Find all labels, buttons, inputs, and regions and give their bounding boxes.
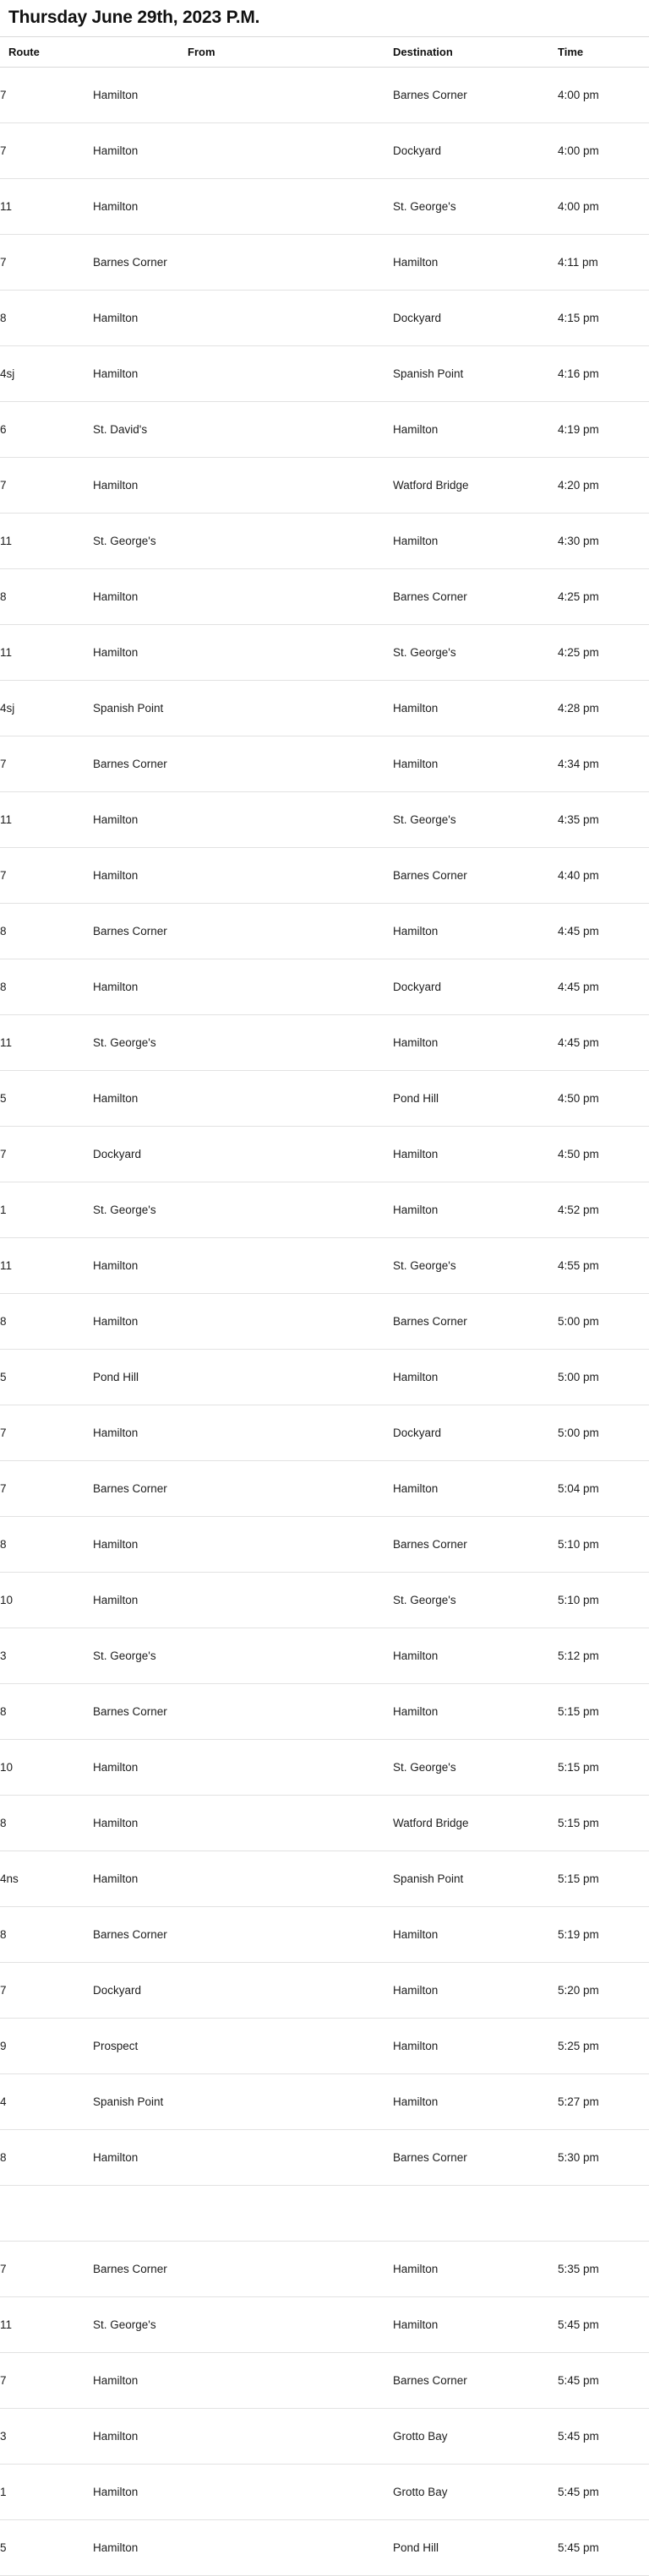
cell-time: 4:34 pm [558,736,649,792]
cell-from: Hamilton [93,2520,393,2576]
cell-from: Hamilton [93,458,393,514]
cell-route: 5 [0,1071,93,1127]
column-header-destination: Destination [393,37,558,68]
cell-from: St. George's [93,1015,393,1071]
cell-route: 7 [0,736,93,792]
table-row [0,402,649,458]
cell-time: 4:11 pm [558,235,649,291]
cell-route: 11 [0,1238,93,1294]
cell-time: 5:45 pm [558,2520,649,2576]
cell-time: 4:15 pm [558,291,649,346]
cell-destination: St. George's [393,1573,558,1628]
table-row [0,1796,649,1851]
cell-from: Hamilton [93,625,393,681]
table-row [0,736,649,792]
cell-route: 7 [0,458,93,514]
cell-route: 4sj [0,681,93,736]
table-row [0,235,649,291]
cell-route: 8 [0,1517,93,1573]
cell-time: 4:40 pm [558,848,649,904]
cell-from: Hamilton [93,959,393,1015]
cell-time: 5:15 pm [558,1851,649,1907]
cell-destination: St. George's [393,792,558,848]
cell-route: 8 [0,569,93,625]
cell-route: 7 [0,1461,93,1517]
table-header-row [0,37,649,68]
cell-time: 4:00 pm [558,179,649,235]
bus-schedule-table [0,36,649,2576]
cell-destination: Pond Hill [393,2520,558,2576]
cell-destination: Hamilton [393,2297,558,2353]
cell-destination: Hamilton [393,681,558,736]
cell-destination: Barnes Corner [393,1517,558,1573]
cell-destination: Barnes Corner [393,1294,558,1350]
cell-destination: Hamilton [393,402,558,458]
cell-route: 8 [0,291,93,346]
cell-time: 4:20 pm [558,458,649,514]
cell-route: 11 [0,792,93,848]
column-header-time: Time [558,37,649,68]
cell-time: 4:45 pm [558,959,649,1015]
table-row [0,1851,649,1907]
cell-route: 8 [0,904,93,959]
cell-route: 7 [0,1405,93,1461]
cell-route: 10 [0,1573,93,1628]
cell-from: Barnes Corner [93,904,393,959]
cell-destination: Hamilton [393,2074,558,2130]
cell-from: Barnes Corner [93,1907,393,1963]
cell-destination: St. George's [393,179,558,235]
cell-destination: Hamilton [393,1684,558,1740]
cell-route: 8 [0,2130,93,2186]
cell-route: 7 [0,68,93,123]
table-row [0,68,649,123]
cell-time [558,2186,649,2242]
cell-destination: Watford Bridge [393,1796,558,1851]
cell-from: Dockyard [93,1963,393,2019]
table-row [0,346,649,402]
cell-time: 5:15 pm [558,1740,649,1796]
table-row [0,792,649,848]
table-row [0,2297,649,2353]
table-spacer-row [0,2186,649,2242]
cell-from: St. George's [93,2297,393,2353]
cell-destination: Barnes Corner [393,569,558,625]
cell-time: 5:25 pm [558,2019,649,2074]
cell-from: Hamilton [93,346,393,402]
cell-time: 5:45 pm [558,2465,649,2520]
cell-time: 4:30 pm [558,514,649,569]
cell-destination: Hamilton [393,736,558,792]
table-row [0,1963,649,2019]
cell-route: 8 [0,1294,93,1350]
cell-route: 1 [0,2465,93,2520]
cell-destination: Hamilton [393,235,558,291]
table-row [0,1405,649,1461]
cell-from: Hamilton [93,1851,393,1907]
cell-route: 9 [0,2019,93,2074]
cell-from: Hamilton [93,1238,393,1294]
cell-from: Hamilton [93,179,393,235]
table-row [0,1573,649,1628]
table-row [0,2520,649,2576]
cell-route: 8 [0,959,93,1015]
cell-from: St. George's [93,514,393,569]
cell-time: 5:04 pm [558,1461,649,1517]
cell-from: Hamilton [93,569,393,625]
cell-from: Barnes Corner [93,736,393,792]
cell-destination: Hamilton [393,1628,558,1684]
table-row [0,2409,649,2465]
table-row [0,2353,649,2409]
cell-from: Hamilton [93,2409,393,2465]
cell-from: Hamilton [93,2353,393,2409]
table-row [0,1628,649,1684]
cell-time: 4:35 pm [558,792,649,848]
cell-time: 4:16 pm [558,346,649,402]
cell-from: Hamilton [93,1740,393,1796]
table-row [0,1907,649,1963]
table-row [0,2242,649,2297]
table-row [0,1350,649,1405]
cell-destination: Barnes Corner [393,68,558,123]
cell-destination: Grotto Bay [393,2465,558,2520]
cell-route: 8 [0,1907,93,1963]
cell-from [93,2186,393,2242]
cell-from: Dockyard [93,1127,393,1182]
cell-destination: Hamilton [393,1963,558,2019]
cell-from: Barnes Corner [93,2242,393,2297]
cell-destination: Dockyard [393,291,558,346]
table-row [0,1461,649,1517]
cell-route: 7 [0,1127,93,1182]
table-row [0,1517,649,1573]
cell-destination: Spanish Point [393,1851,558,1907]
cell-route: 3 [0,1628,93,1684]
cell-destination: Hamilton [393,1127,558,1182]
cell-time: 4:55 pm [558,1238,649,1294]
cell-time: 5:15 pm [558,1684,649,1740]
table-row [0,1127,649,1182]
cell-time: 4:45 pm [558,1015,649,1071]
table-row [0,458,649,514]
cell-destination: Hamilton [393,1015,558,1071]
cell-time: 4:50 pm [558,1127,649,1182]
cell-time: 4:00 pm [558,68,649,123]
cell-time: 4:25 pm [558,569,649,625]
cell-destination: St. George's [393,625,558,681]
cell-from: Spanish Point [93,681,393,736]
cell-destination: St. George's [393,1238,558,1294]
cell-time: 4:52 pm [558,1182,649,1238]
cell-from: St. David's [93,402,393,458]
cell-route: 5 [0,1350,93,1405]
table-row [0,2074,649,2130]
cell-time: 5:15 pm [558,1796,649,1851]
cell-route: 7 [0,235,93,291]
cell-route: 4 [0,2074,93,2130]
cell-route: 8 [0,1796,93,1851]
table-row [0,625,649,681]
cell-time: 5:19 pm [558,1907,649,1963]
cell-from: Hamilton [93,291,393,346]
cell-destination: Dockyard [393,1405,558,1461]
cell-destination: Hamilton [393,1350,558,1405]
cell-destination: Hamilton [393,1182,558,1238]
table-body [0,68,649,2576]
table-row [0,1071,649,1127]
cell-route: 11 [0,514,93,569]
cell-destination: Barnes Corner [393,2353,558,2409]
cell-time: 4:28 pm [558,681,649,736]
cell-destination: Hamilton [393,904,558,959]
table-row [0,848,649,904]
table-row [0,123,649,179]
table-row [0,1740,649,1796]
cell-destination: Spanish Point [393,346,558,402]
cell-time: 5:10 pm [558,1573,649,1628]
cell-from: St. George's [93,1182,393,1238]
table-row [0,291,649,346]
cell-route: 11 [0,1015,93,1071]
cell-destination: Dockyard [393,123,558,179]
cell-time: 5:10 pm [558,1517,649,1573]
column-header-route: Route [0,37,93,68]
cell-destination: Hamilton [393,1907,558,1963]
cell-destination: Pond Hill [393,1071,558,1127]
cell-time: 5:45 pm [558,2297,649,2353]
table-row [0,681,649,736]
table-row [0,1182,649,1238]
table-header [0,37,649,68]
cell-route: 7 [0,2353,93,2409]
table-row [0,1238,649,1294]
cell-route: 1 [0,1182,93,1238]
cell-destination: Grotto Bay [393,2409,558,2465]
table-row [0,904,649,959]
cell-route: 4ns [0,1851,93,1907]
cell-route: 11 [0,2297,93,2353]
cell-from: Hamilton [93,1294,393,1350]
cell-from: Hamilton [93,1071,393,1127]
cell-destination: Hamilton [393,1461,558,1517]
cell-from: Prospect [93,2019,393,2074]
cell-from: Barnes Corner [93,1684,393,1740]
table-row [0,569,649,625]
cell-time: 4:25 pm [558,625,649,681]
table-row [0,2130,649,2186]
cell-from: St. George's [93,1628,393,1684]
cell-route: 11 [0,625,93,681]
cell-route: 7 [0,1963,93,2019]
cell-time: 5:45 pm [558,2353,649,2409]
cell-route: 7 [0,123,93,179]
cell-route: 5 [0,2520,93,2576]
table-row [0,1684,649,1740]
cell-destination: Dockyard [393,959,558,1015]
cell-from: Hamilton [93,848,393,904]
cell-time: 5:20 pm [558,1963,649,2019]
cell-from: Barnes Corner [93,1461,393,1517]
cell-destination: Hamilton [393,2019,558,2074]
table-row [0,2465,649,2520]
cell-time: 4:00 pm [558,123,649,179]
cell-route [0,2186,93,2242]
cell-destination: Barnes Corner [393,848,558,904]
cell-from: Hamilton [93,2130,393,2186]
cell-from: Hamilton [93,68,393,123]
cell-time: 5:27 pm [558,2074,649,2130]
cell-route: 7 [0,848,93,904]
cell-route: 11 [0,179,93,235]
cell-from: Spanish Point [93,2074,393,2130]
cell-time: 5:35 pm [558,2242,649,2297]
cell-time: 5:30 pm [558,2130,649,2186]
cell-time: 5:00 pm [558,1350,649,1405]
table-row [0,959,649,1015]
table-row [0,514,649,569]
cell-destination: Hamilton [393,2242,558,2297]
cell-from: Hamilton [93,1796,393,1851]
cell-time: 4:50 pm [558,1071,649,1127]
cell-route: 8 [0,1684,93,1740]
cell-time: 5:12 pm [558,1628,649,1684]
cell-from: Hamilton [93,1517,393,1573]
cell-from: Hamilton [93,123,393,179]
page-title: Thursday June 29th, 2023 P.M. [8,8,260,27]
cell-route: 3 [0,2409,93,2465]
cell-from: Barnes Corner [93,235,393,291]
table-row [0,2019,649,2074]
cell-route: 4sj [0,346,93,402]
table-row [0,1015,649,1071]
cell-from: Hamilton [93,1405,393,1461]
table-row [0,179,649,235]
cell-destination: Barnes Corner [393,2130,558,2186]
cell-destination [393,2186,558,2242]
cell-time: 5:00 pm [558,1294,649,1350]
cell-from: Pond Hill [93,1350,393,1405]
cell-from: Hamilton [93,2465,393,2520]
cell-time: 5:45 pm [558,2409,649,2465]
cell-destination: Watford Bridge [393,458,558,514]
cell-route: 10 [0,1740,93,1796]
cell-time: 5:00 pm [558,1405,649,1461]
cell-from: Hamilton [93,1573,393,1628]
column-header-from: From [93,37,393,68]
cell-destination: St. George's [393,1740,558,1796]
cell-route: 7 [0,2242,93,2297]
cell-route: 6 [0,402,93,458]
cell-from: Hamilton [93,792,393,848]
cell-time: 4:19 pm [558,402,649,458]
cell-time: 4:45 pm [558,904,649,959]
table-row [0,1294,649,1350]
cell-destination: Hamilton [393,514,558,569]
